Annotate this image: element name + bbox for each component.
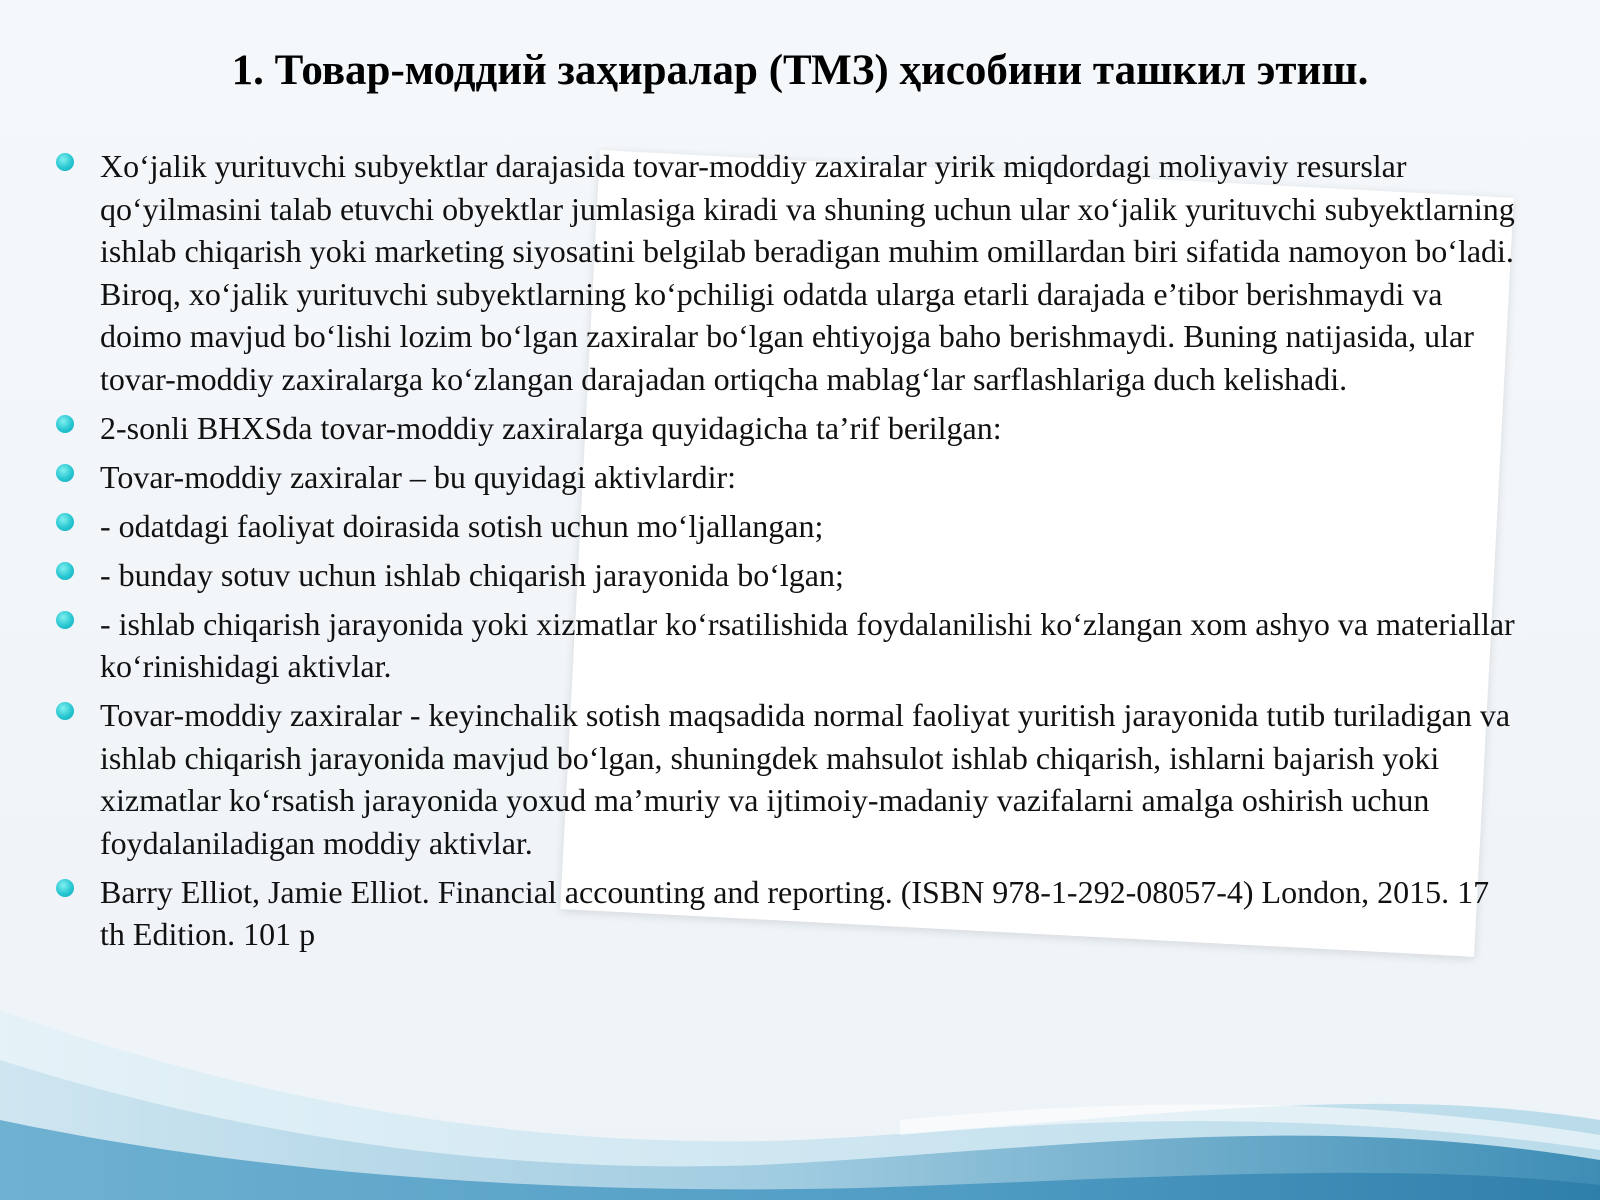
bullet-item: [100, 407, 1520, 450]
bullet-item: [100, 505, 1520, 548]
bullet-text: Barry Elliot, Jamie Elliot. Financial accounting and reporting. (ISBN 978-1-292-08057-4) London, 2015. 17 th Edition. 101 p: [100, 873, 1490, 952]
bullet-icon: [56, 702, 74, 720]
bullet-text: - odatdagi faoliyat doirasida sotish uchun mo‘ljallangan;: [100, 507, 824, 544]
bullet-text: - ishlab chiqarish jarayonida yoki xizmatlar ko‘rsatilishida foydalanilishi ko‘zlangan xom ashyo va materiallar ko‘rinishidagi aktivlar.: [100, 605, 1515, 684]
bullet-icon: [56, 153, 74, 171]
bullet-item: [100, 871, 1520, 956]
slide-title: 1. Товар-моддий заҳиралар (ТМЗ) ҳисобини ташкил этиш.: [231, 47, 1369, 94]
bullet-item: [100, 603, 1520, 688]
bullet-item: [100, 694, 1520, 864]
bullet-text: Xo‘jalik yurituvchi subyektlar darajasida tovar-moddiy zaxiralar yirik miqdordagi moliyaviy resurslar qo‘yilmasini talab etuvchi obyektlar jumlasiga kiradi va shuning uchun ular xo‘jalik yurituvchi subyektlarning ishlab chiqarish yoki marketing siyosatini belgilab beradigan muhim omillardan biri sifatida namoyon bo‘ladi. Biroq, xo‘jalik yurituvchi subyektlarning ko‘pchiligi odatda ularga etarli darajada e’tibor berishmaydi va doimo mavjud bo‘lishi lozim bo‘lgan zaxiralar bo‘lgan ehtiyojga baho berishmaydi. Buning natijasida, ular tovar-moddiy zaxiralarga ko‘zlangan darajadan ortiqcha mablag‘lar sarflashlariga duch kelishadi.: [100, 148, 1515, 397]
bullet-text: Tovar-moddiy zaxiralar – bu quyidagi aktivlardir:: [100, 458, 737, 495]
bullet-list: [100, 145, 1520, 962]
bullet-text: 2-sonli BHXSda tovar-moddiy zaxiralarga quyidagicha ta’rif berilgan:: [100, 409, 1002, 446]
bullet-item: [100, 456, 1520, 499]
bullet-icon: [56, 513, 74, 531]
bullet-text: - bunday sotuv uchun ishlab chiqarish jarayonida bo‘lgan;: [100, 556, 844, 593]
bullet-text: Tovar-moddiy zaxiralar - keyinchalik sotish maqsadida normal faoliyat yuritish jarayonida tutib turiladigan va ishlab chiqarish jarayonida mavjud bo‘lgan, shuningdek mahsulot ishlab chiqarish, ishlarni bajarish yoki xizmatlar ko‘rsatish jarayonida yoxud ma’muriy va ijtimoiy-madaniy vazifalarni amalga oshirish uchun foydalaniladigan moddiy aktivlar.: [100, 697, 1511, 861]
bullet-item: [100, 145, 1520, 400]
bullet-icon: [56, 464, 74, 482]
bullet-icon: [56, 879, 74, 897]
bullet-item: [100, 554, 1520, 597]
bullet-icon: [56, 562, 74, 580]
bullet-icon: [56, 611, 74, 629]
bullet-icon: [56, 415, 74, 433]
